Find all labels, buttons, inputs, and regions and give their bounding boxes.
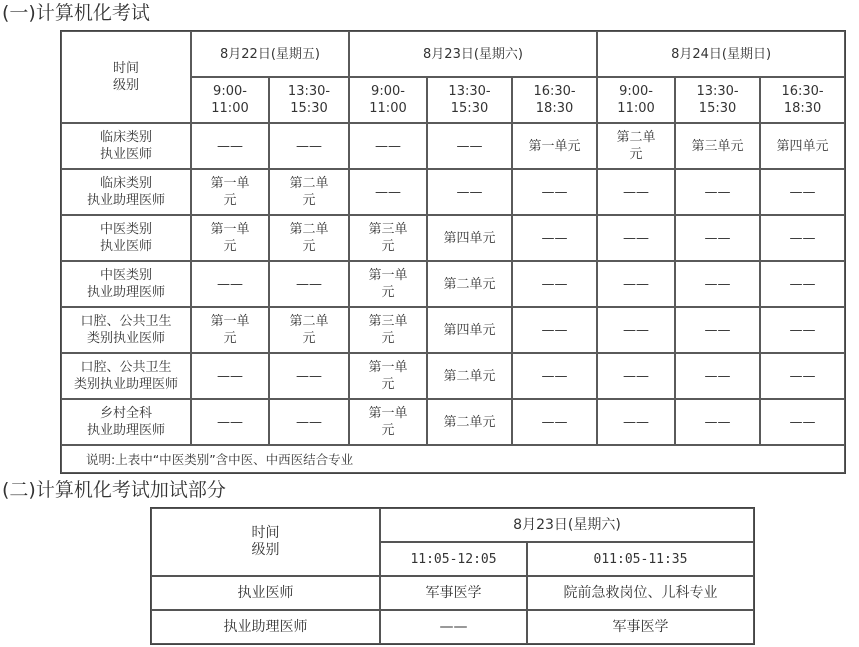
- schedule-cell: ——: [512, 353, 597, 399]
- extra-slot-0: 11:05-12:05: [380, 542, 527, 576]
- extra-header-row-day: [151, 508, 754, 542]
- level-cell: [61, 353, 191, 399]
- schedule-cell: 第三单 元: [349, 215, 427, 261]
- level-cell: [61, 215, 191, 261]
- schedule-cell: ——: [597, 353, 675, 399]
- time-slot-3: [427, 77, 512, 123]
- level-line-2: 执业助理医师: [86, 423, 165, 438]
- time-slot-6: [675, 77, 760, 123]
- time-slot-5: [597, 77, 675, 123]
- header-time-level-cell: [61, 31, 191, 123]
- schedule-cell: 第四单元: [427, 307, 512, 353]
- schedule-cell: 第一单 元: [349, 399, 427, 445]
- schedule-cell: ——: [675, 307, 760, 353]
- schedule-cell: ——: [675, 261, 760, 307]
- schedule-cell: ——: [760, 169, 845, 215]
- schedule-row: [61, 399, 845, 445]
- day-header-0: 8月22日(星期五): [191, 31, 349, 77]
- schedule-cell: ——: [191, 399, 269, 445]
- time-slot-start: 13:30-: [287, 84, 331, 99]
- time-slot-end: 15:30: [698, 101, 737, 116]
- schedule-cell: ——: [427, 169, 512, 215]
- level-line-1: 乡村全科: [99, 406, 152, 421]
- level-line-2: 类别执业助理医师: [73, 377, 178, 392]
- extra-header-level-label: 级别: [251, 542, 280, 558]
- level-cell: [61, 123, 191, 169]
- level-line-2: 执业医师: [99, 239, 152, 254]
- level-line-1: 中医类别: [99, 268, 152, 283]
- extra-row-1: [151, 610, 754, 644]
- time-slot-1: [269, 77, 349, 123]
- time-slot-end: 18:30: [783, 101, 822, 116]
- schedule-cell: ——: [675, 215, 760, 261]
- schedule-cell: 第一单 元: [349, 353, 427, 399]
- time-slot-7: [760, 77, 845, 123]
- header-time-label: 时间: [112, 61, 139, 76]
- schedule-cell: ——: [597, 215, 675, 261]
- level-line-2: 执业医师: [99, 147, 152, 162]
- time-slot-start: 13:30-: [696, 84, 739, 99]
- extra-header-time-level-cell: [151, 508, 380, 576]
- extra-slot-1: 011:05-11:35: [527, 542, 754, 576]
- level-line-1: 口腔、公共卫生: [80, 314, 172, 329]
- level-line-2: 执业助理医师: [86, 193, 165, 208]
- level-line-1: 口腔、公共卫生: [80, 360, 172, 375]
- level-cell: [61, 399, 191, 445]
- time-slot-start: 9:00-: [619, 84, 653, 99]
- schedule-cell: 第二单元: [427, 353, 512, 399]
- schedule-cell: 第二单元: [427, 261, 512, 307]
- extra-row-cell: 军事医学: [527, 610, 754, 644]
- schedule-cell: ——: [427, 123, 512, 169]
- exam-schedule-table: [60, 30, 846, 474]
- time-slot-end: 11:00: [211, 101, 249, 116]
- schedule-cell: ——: [269, 353, 349, 399]
- schedule-cell: ——: [597, 261, 675, 307]
- schedule-cell: 第三单元: [675, 123, 760, 169]
- schedule-cell: 第二单 元: [269, 307, 349, 353]
- table-note: 说明:上表中“中医类别”含中医、中西医结合专业: [61, 445, 845, 473]
- schedule-cell: ——: [597, 307, 675, 353]
- schedule-cell: 第二单元: [427, 399, 512, 445]
- schedule-cell: 第二单 元: [269, 215, 349, 261]
- schedule-cell: ——: [760, 353, 845, 399]
- schedule-cell: 第二单 元: [269, 169, 349, 215]
- schedule-cell: ——: [349, 123, 427, 169]
- schedule-cell: ——: [760, 215, 845, 261]
- header-level-label: 级别: [112, 78, 139, 93]
- schedule-cell: ——: [512, 215, 597, 261]
- level-cell: [61, 307, 191, 353]
- schedule-cell: ——: [191, 353, 269, 399]
- extra-row-cell: 院前急救岗位、儿科专业: [527, 576, 754, 610]
- schedule-cell: 第一单 元: [191, 215, 269, 261]
- time-slot-end: 11:00: [617, 101, 655, 116]
- time-slot-4: [512, 77, 597, 123]
- extra-header-time-label: 时间: [251, 525, 280, 541]
- day-header-1: 8月23日(星期六): [349, 31, 597, 77]
- schedule-cell: ——: [760, 307, 845, 353]
- time-slot-start: 16:30-: [781, 84, 824, 99]
- schedule-cell: ——: [191, 123, 269, 169]
- extra-day-header: 8月23日(星期六): [380, 508, 754, 542]
- extra-exam-table: [150, 507, 755, 645]
- schedule-cell: ——: [512, 169, 597, 215]
- schedule-row: [61, 307, 845, 353]
- schedule-cell: ——: [191, 261, 269, 307]
- schedule-cell: ——: [597, 169, 675, 215]
- extra-row-level: 执业助理医师: [151, 610, 380, 644]
- time-slot-start: 13:30-: [448, 84, 491, 99]
- schedule-cell: ——: [349, 169, 427, 215]
- schedule-cell: ——: [512, 261, 597, 307]
- schedule-cell: ——: [760, 399, 845, 445]
- schedule-cell: 第一单 元: [191, 307, 269, 353]
- section-1-title: (一)计算机化考试: [2, 2, 150, 24]
- time-slot-end: 15:30: [290, 101, 328, 116]
- level-line-2: 执业助理医师: [86, 285, 165, 300]
- schedule-cell: ——: [597, 399, 675, 445]
- time-slot-start: 16:30-: [533, 84, 576, 99]
- extra-row-level: 执业医师: [151, 576, 380, 610]
- schedule-row: [61, 169, 845, 215]
- schedule-row: [61, 215, 845, 261]
- schedule-row: [61, 353, 845, 399]
- schedule-cell: ——: [675, 169, 760, 215]
- extra-row-0: [151, 576, 754, 610]
- schedule-cell: ——: [269, 261, 349, 307]
- time-slot-start: 9:00-: [371, 84, 405, 99]
- level-cell: [61, 169, 191, 215]
- schedule-cell: ——: [760, 261, 845, 307]
- schedule-cell: 第一单元: [512, 123, 597, 169]
- schedule-cell: 第四单元: [427, 215, 512, 261]
- note-row: [61, 445, 845, 473]
- extra-row-cell: ——: [380, 610, 527, 644]
- schedule-cell: ——: [512, 399, 597, 445]
- time-slot-start: 9:00-: [213, 84, 247, 99]
- level-line-1: 临床类别: [99, 130, 152, 145]
- level-line-2: 类别执业医师: [86, 331, 165, 346]
- time-slot-2: [349, 77, 427, 123]
- schedule-cell: 第二单 元: [597, 123, 675, 169]
- header-row-days: [61, 31, 845, 77]
- level-cell: [61, 261, 191, 307]
- day-header-2: 8月24日(星期日): [597, 31, 845, 77]
- schedule-cell: 第一单 元: [349, 261, 427, 307]
- level-line-1: 临床类别: [99, 176, 152, 191]
- time-slot-0: [191, 77, 269, 123]
- schedule-cell: 第四单元: [760, 123, 845, 169]
- section-2-title: (二)计算机化考试加试部分: [2, 479, 226, 501]
- time-slot-end: 11:00: [369, 101, 407, 116]
- schedule-row: [61, 261, 845, 307]
- time-slot-end: 15:30: [450, 101, 489, 116]
- schedule-cell: 第一单 元: [191, 169, 269, 215]
- schedule-cell: ——: [269, 399, 349, 445]
- schedule-cell: ——: [675, 353, 760, 399]
- schedule-cell: 第三单 元: [349, 307, 427, 353]
- schedule-cell: ——: [512, 307, 597, 353]
- time-slot-end: 18:30: [535, 101, 574, 116]
- level-line-1: 中医类别: [99, 222, 152, 237]
- schedule-cell: ——: [675, 399, 760, 445]
- extra-row-cell: 军事医学: [380, 576, 527, 610]
- schedule-cell: ——: [269, 123, 349, 169]
- schedule-row: [61, 123, 845, 169]
